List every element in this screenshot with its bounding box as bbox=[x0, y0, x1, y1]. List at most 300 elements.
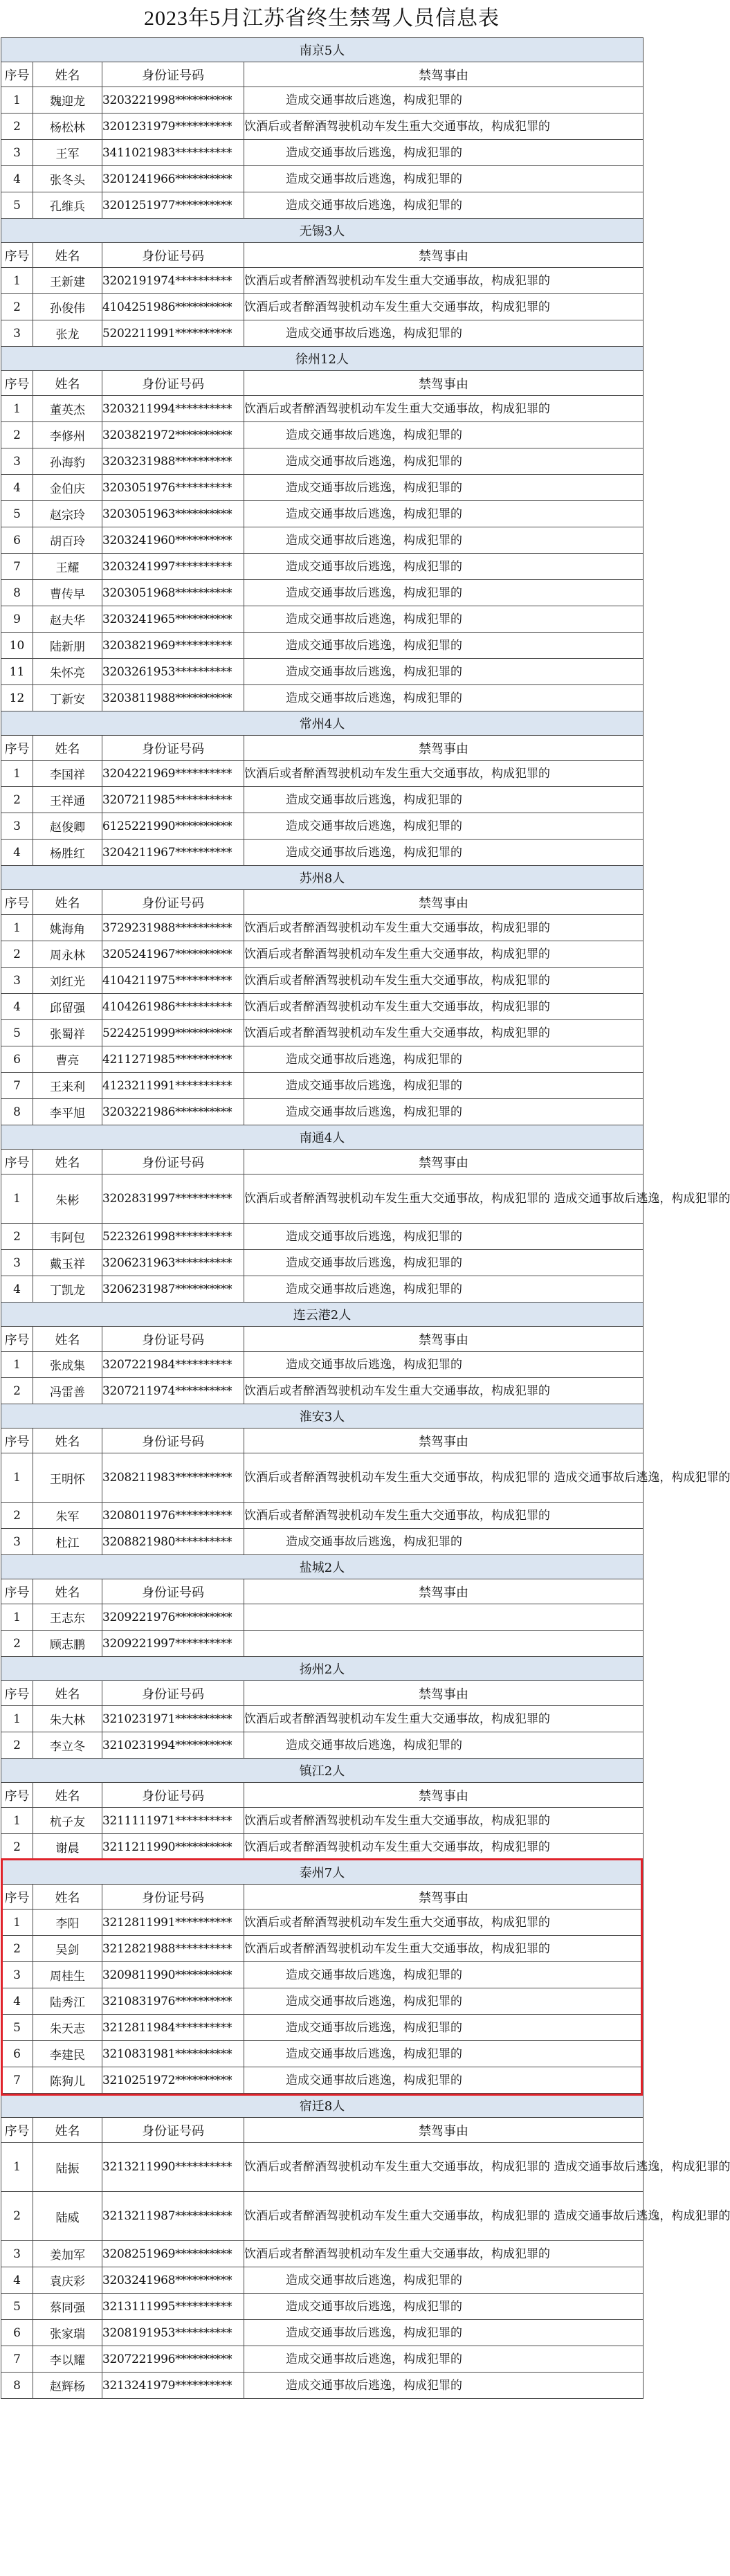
table-row bbox=[1, 1352, 644, 1378]
column-header-row bbox=[1, 1783, 644, 1808]
column-header-reason: 禁驾事由 bbox=[244, 1681, 644, 1706]
table-row bbox=[1, 1174, 644, 1224]
row-id-number: 3201251977********** bbox=[102, 192, 244, 219]
row-id-number: 4104261986********** bbox=[102, 994, 244, 1020]
city-section-title: 连云港2人 bbox=[1, 1303, 644, 1327]
row-name: 王祥通 bbox=[33, 787, 102, 813]
city-section-title: 宿迁8人 bbox=[1, 2094, 644, 2118]
row-name: 赵夫华 bbox=[33, 606, 102, 633]
row-name: 王耀 bbox=[33, 554, 102, 580]
table-row bbox=[1, 422, 644, 448]
column-header-id: 身份证号码 bbox=[102, 736, 244, 761]
column-header-id: 身份证号码 bbox=[102, 243, 244, 268]
table-row bbox=[1, 580, 644, 606]
table-row bbox=[1, 2192, 644, 2241]
city-section-header bbox=[1, 1860, 644, 1885]
row-seq: 4 bbox=[1, 2267, 33, 2294]
row-name: 周永林 bbox=[33, 941, 102, 968]
row-reason: 饮酒后或者醉酒驾驶机动车发生重大交通事故，构成犯罪的 bbox=[244, 1503, 644, 1529]
row-seq: 1 bbox=[1, 1352, 33, 1378]
table-row bbox=[1, 501, 644, 527]
row-reason: 饮酒后或者醉酒驾驶机动车发生重大交通事故，构成犯罪的 bbox=[244, 941, 644, 968]
row-name: 周桂生 bbox=[33, 1962, 102, 1988]
row-seq: 5 bbox=[1, 2294, 33, 2320]
row-name: 姚海角 bbox=[33, 915, 102, 941]
row-id-number: 3208211983********** bbox=[102, 1453, 244, 1503]
row-name: 张冬头 bbox=[33, 166, 102, 192]
column-header-row bbox=[1, 2118, 644, 2143]
row-seq: 9 bbox=[1, 606, 33, 633]
column-header-row bbox=[1, 1579, 644, 1604]
column-header-reason: 禁驾事由 bbox=[244, 1327, 644, 1352]
row-reason: 造成交通事故后逃逸，构成犯罪的 bbox=[244, 140, 644, 166]
row-seq: 4 bbox=[1, 994, 33, 1020]
row-reason: 造成交通事故后逃逸，构成犯罪的 bbox=[244, 840, 644, 866]
row-seq: 1 bbox=[1, 87, 33, 114]
row-id-number: 3213211990********** bbox=[102, 2143, 244, 2192]
row-seq: 2 bbox=[1, 1631, 33, 1657]
row-reason: 饮酒后或者醉酒驾驶机动车发生重大交通事故，构成犯罪的 造成交通事故后逃逸，构成犯罪的 bbox=[244, 1174, 644, 1224]
column-header-row bbox=[1, 1681, 644, 1706]
row-reason: 造成交通事故后逃逸，构成犯罪的 bbox=[244, 2373, 644, 2399]
table-row bbox=[1, 1503, 644, 1529]
row-id-number: 3203211994********** bbox=[102, 396, 244, 422]
column-header-row bbox=[1, 1150, 644, 1174]
row-seq: 2 bbox=[1, 1936, 33, 1962]
row-seq: 2 bbox=[1, 1834, 33, 1860]
row-name: 陆秀江 bbox=[33, 1988, 102, 2015]
row-reason: 饮酒后或者醉酒驾驶机动车发生重大交通事故，构成犯罪的 bbox=[244, 761, 644, 787]
table-row bbox=[1, 527, 644, 554]
column-header-reason: 禁驾事由 bbox=[244, 890, 644, 915]
row-name: 朱天志 bbox=[33, 2015, 102, 2041]
row-id-number: 3203241968********** bbox=[102, 2267, 244, 2294]
table-row bbox=[1, 1099, 644, 1125]
column-header-row bbox=[1, 62, 644, 87]
row-seq: 2 bbox=[1, 114, 33, 140]
row-id-number: 3209221997********** bbox=[102, 1631, 244, 1657]
city-section-title: 苏州8人 bbox=[1, 866, 644, 890]
row-id-number: 3203821969********** bbox=[102, 633, 244, 659]
row-seq: 5 bbox=[1, 501, 33, 527]
table-row bbox=[1, 2346, 644, 2373]
column-header-id: 身份证号码 bbox=[102, 2118, 244, 2143]
row-reason: 饮酒后或者醉酒驾驶机动车发生重大交通事故，构成犯罪的 bbox=[244, 268, 644, 294]
column-header-seq: 序号 bbox=[1, 371, 33, 396]
row-seq: 3 bbox=[1, 1529, 33, 1555]
row-reason: 造成交通事故后逃逸，构成犯罪的 bbox=[244, 633, 644, 659]
row-seq: 1 bbox=[1, 1910, 33, 1936]
table-row bbox=[1, 840, 644, 866]
row-id-number: 3203051963********** bbox=[102, 501, 244, 527]
row-name: 赵辉杨 bbox=[33, 2373, 102, 2399]
row-reason: 造成交通事故后逃逸，构成犯罪的 bbox=[244, 1224, 644, 1250]
row-seq: 1 bbox=[1, 761, 33, 787]
row-reason: 饮酒后或者醉酒驾驶机动车发生重大交通事故，构成犯罪的 bbox=[244, 915, 644, 941]
row-seq: 8 bbox=[1, 1099, 33, 1125]
column-header-seq: 序号 bbox=[1, 1783, 33, 1808]
table-row bbox=[1, 2294, 644, 2320]
row-seq: 2 bbox=[1, 787, 33, 813]
row-name: 吴剑 bbox=[33, 1936, 102, 1962]
row-reason: 造成交通事故后逃逸，构成犯罪的 bbox=[244, 422, 644, 448]
row-name: 张家瑞 bbox=[33, 2320, 102, 2346]
row-seq: 3 bbox=[1, 968, 33, 994]
row-reason: 造成交通事故后逃逸，构成犯罪的 bbox=[244, 787, 644, 813]
row-reason: 造成交通事故后逃逸，构成犯罪的 bbox=[244, 320, 644, 347]
row-reason: 饮酒后或者醉酒驾驶机动车发生重大交通事故，构成犯罪的 bbox=[244, 294, 644, 320]
row-seq: 10 bbox=[1, 633, 33, 659]
row-name: 朱彬 bbox=[33, 1174, 102, 1224]
row-reason: 造成交通事故后逃逸，构成犯罪的 bbox=[244, 2041, 644, 2067]
table-row bbox=[1, 1910, 644, 1936]
table-row bbox=[1, 941, 644, 968]
table-row bbox=[1, 994, 644, 1020]
column-header-row bbox=[1, 736, 644, 761]
table-row bbox=[1, 1276, 644, 1303]
row-name: 李建民 bbox=[33, 2041, 102, 2067]
row-reason: 造成交通事故后逃逸，构成犯罪的 bbox=[244, 2294, 644, 2320]
row-id-number: 3210231971********** bbox=[102, 1706, 244, 1732]
row-seq: 8 bbox=[1, 580, 33, 606]
table-row bbox=[1, 268, 644, 294]
column-header-id: 身份证号码 bbox=[102, 371, 244, 396]
row-seq: 4 bbox=[1, 166, 33, 192]
row-id-number: 3203261953********** bbox=[102, 659, 244, 685]
column-header-seq: 序号 bbox=[1, 890, 33, 915]
row-id-number: 3213211987********** bbox=[102, 2192, 244, 2241]
table-row bbox=[1, 2015, 644, 2041]
column-header-seq: 序号 bbox=[1, 1885, 33, 1910]
row-seq: 7 bbox=[1, 554, 33, 580]
column-header-seq: 序号 bbox=[1, 1579, 33, 1604]
row-id-number: 5202211991********** bbox=[102, 320, 244, 347]
row-seq: 6 bbox=[1, 1046, 33, 1073]
table-row bbox=[1, 1988, 644, 2015]
row-reason: 饮酒后或者醉酒驾驶机动车发生重大交通事故，构成犯罪的 bbox=[244, 1378, 644, 1404]
row-id-number: 4104251986********** bbox=[102, 294, 244, 320]
row-id-number: 5223261998********** bbox=[102, 1224, 244, 1250]
row-name: 陆威 bbox=[33, 2192, 102, 2241]
row-reason: 造成交通事故后逃逸，构成犯罪的 bbox=[244, 1276, 644, 1303]
row-id-number: 4104211975********** bbox=[102, 968, 244, 994]
table-row bbox=[1, 968, 644, 994]
row-reason: 造成交通事故后逃逸，构成犯罪的 bbox=[244, 1046, 644, 1073]
city-section-title: 泰州7人 bbox=[1, 1860, 644, 1885]
column-header-seq: 序号 bbox=[1, 1150, 33, 1174]
row-name: 金伯庆 bbox=[33, 475, 102, 501]
row-reason: 饮酒后或者醉酒驾驶机动车发生重大交通事故，构成犯罪的 造成交通事故后逃逸，构成犯罪的 bbox=[244, 2143, 644, 2192]
row-name: 杭子友 bbox=[33, 1808, 102, 1834]
table-row bbox=[1, 1936, 644, 1962]
row-seq: 3 bbox=[1, 320, 33, 347]
row-id-number: 3207211974********** bbox=[102, 1378, 244, 1404]
column-header-name: 姓名 bbox=[33, 371, 102, 396]
column-header-seq: 序号 bbox=[1, 1428, 33, 1453]
table-row bbox=[1, 1224, 644, 1250]
row-name: 李立冬 bbox=[33, 1732, 102, 1759]
column-header-reason: 禁驾事由 bbox=[244, 1783, 644, 1808]
city-section-header bbox=[1, 866, 644, 890]
row-seq: 1 bbox=[1, 1706, 33, 1732]
row-id-number: 3209221976********** bbox=[102, 1604, 244, 1631]
row-name: 杜江 bbox=[33, 1529, 102, 1555]
row-id-number: 3208011976********** bbox=[102, 1503, 244, 1529]
row-seq: 1 bbox=[1, 396, 33, 422]
column-header-row bbox=[1, 1428, 644, 1453]
table-row bbox=[1, 606, 644, 633]
row-reason: 饮酒后或者醉酒驾驶机动车发生重大交通事故，构成犯罪的 bbox=[244, 1834, 644, 1860]
row-reason: 造成交通事故后逃逸，构成犯罪的 bbox=[244, 448, 644, 475]
row-seq: 5 bbox=[1, 192, 33, 219]
row-seq: 5 bbox=[1, 1020, 33, 1046]
row-id-number: 3201241966********** bbox=[102, 166, 244, 192]
table-row bbox=[1, 554, 644, 580]
city-section-header bbox=[1, 1303, 644, 1327]
row-seq: 5 bbox=[1, 2015, 33, 2041]
column-header-reason: 禁驾事由 bbox=[244, 2118, 644, 2143]
row-reason: 饮酒后或者醉酒驾驶机动车发生重大交通事故，构成犯罪的 bbox=[244, 1910, 644, 1936]
table-row bbox=[1, 659, 644, 685]
table-row bbox=[1, 2373, 644, 2399]
row-seq: 2 bbox=[1, 422, 33, 448]
column-header-name: 姓名 bbox=[33, 890, 102, 915]
row-seq: 1 bbox=[1, 1604, 33, 1631]
row-name: 姜加军 bbox=[33, 2241, 102, 2267]
city-section-title: 常州4人 bbox=[1, 711, 644, 736]
column-header-id: 身份证号码 bbox=[102, 1150, 244, 1174]
roster-body bbox=[1, 38, 730, 2399]
row-id-number: 3211211990********** bbox=[102, 1834, 244, 1860]
city-section-title: 淮安3人 bbox=[1, 1404, 644, 1428]
row-reason: 造成交通事故后逃逸，构成犯罪的 bbox=[244, 2015, 644, 2041]
row-name: 李以耀 bbox=[33, 2346, 102, 2373]
column-header-name: 姓名 bbox=[33, 1579, 102, 1604]
row-seq: 3 bbox=[1, 1250, 33, 1276]
row-name: 邱留强 bbox=[33, 994, 102, 1020]
city-section-title: 南通4人 bbox=[1, 1125, 644, 1150]
row-reason: 造成交通事故后逃逸，构成犯罪的 bbox=[244, 1250, 644, 1276]
row-id-number: 3207221984********** bbox=[102, 1352, 244, 1378]
row-id-number: 3207211985********** bbox=[102, 787, 244, 813]
column-header-row bbox=[1, 371, 644, 396]
row-name: 曹传早 bbox=[33, 580, 102, 606]
row-name: 魏迎龙 bbox=[33, 87, 102, 114]
row-name: 刘红光 bbox=[33, 968, 102, 994]
column-header-row bbox=[1, 890, 644, 915]
column-header-name: 姓名 bbox=[33, 1150, 102, 1174]
city-section-header bbox=[1, 219, 644, 243]
row-name: 胡百玲 bbox=[33, 527, 102, 554]
row-name: 陈狗儿 bbox=[33, 2067, 102, 2094]
row-seq: 2 bbox=[1, 941, 33, 968]
row-id-number: 3203821972********** bbox=[102, 422, 244, 448]
table-row bbox=[1, 2241, 644, 2267]
city-section-title: 南京5人 bbox=[1, 38, 644, 62]
row-id-number: 3213111995********** bbox=[102, 2294, 244, 2320]
column-header-reason: 禁驾事由 bbox=[244, 736, 644, 761]
row-reason bbox=[244, 1604, 644, 1631]
row-id-number: 3202191974********** bbox=[102, 268, 244, 294]
row-id-number: 3203051968********** bbox=[102, 580, 244, 606]
row-name: 顾志鹏 bbox=[33, 1631, 102, 1657]
row-reason: 造成交通事故后逃逸，构成犯罪的 bbox=[244, 2067, 644, 2094]
row-name: 谢晨 bbox=[33, 1834, 102, 1860]
city-section-header bbox=[1, 1759, 644, 1783]
row-seq: 4 bbox=[1, 1988, 33, 2015]
row-name: 王明怀 bbox=[33, 1453, 102, 1503]
row-seq: 7 bbox=[1, 1073, 33, 1099]
table-row bbox=[1, 915, 644, 941]
row-id-number: 4211271985********** bbox=[102, 1046, 244, 1073]
row-name: 李平旭 bbox=[33, 1099, 102, 1125]
row-reason: 造成交通事故后逃逸，构成犯罪的 bbox=[244, 1352, 644, 1378]
table-row bbox=[1, 1604, 644, 1631]
row-name: 张蜀祥 bbox=[33, 1020, 102, 1046]
row-name: 曹亮 bbox=[33, 1046, 102, 1073]
column-header-name: 姓名 bbox=[33, 62, 102, 87]
table-row bbox=[1, 633, 644, 659]
row-name: 赵俊卿 bbox=[33, 813, 102, 840]
table-row bbox=[1, 114, 644, 140]
column-header-seq: 序号 bbox=[1, 1327, 33, 1352]
city-section-header bbox=[1, 2094, 644, 2118]
city-section-header bbox=[1, 38, 644, 62]
row-id-number: 3206231963********** bbox=[102, 1250, 244, 1276]
row-reason: 造成交通事故后逃逸，构成犯罪的 bbox=[244, 192, 644, 219]
row-name: 王军 bbox=[33, 140, 102, 166]
row-reason: 饮酒后或者醉酒驾驶机动车发生重大交通事故，构成犯罪的 bbox=[244, 1020, 644, 1046]
row-name: 蔡同强 bbox=[33, 2294, 102, 2320]
row-name: 陆新朋 bbox=[33, 633, 102, 659]
table-row bbox=[1, 761, 644, 787]
row-reason: 造成交通事故后逃逸，构成犯罪的 bbox=[244, 1099, 644, 1125]
row-id-number: 3203051976********** bbox=[102, 475, 244, 501]
row-seq: 2 bbox=[1, 1732, 33, 1759]
table-row bbox=[1, 166, 644, 192]
table-row bbox=[1, 140, 644, 166]
column-header-row bbox=[1, 1327, 644, 1352]
row-id-number: 5224251999********** bbox=[102, 1020, 244, 1046]
row-id-number: 3203811988********** bbox=[102, 685, 244, 711]
table-row bbox=[1, 1046, 644, 1073]
row-seq: 11 bbox=[1, 659, 33, 685]
row-id-number: 3208251969********** bbox=[102, 2241, 244, 2267]
column-header-reason: 禁驾事由 bbox=[244, 1885, 644, 1910]
row-reason: 饮酒后或者醉酒驾驶机动车发生重大交通事故，构成犯罪的 bbox=[244, 1706, 644, 1732]
row-reason: 饮酒后或者醉酒驾驶机动车发生重大交通事故，构成犯罪的 bbox=[244, 994, 644, 1020]
row-id-number: 3210831976********** bbox=[102, 1988, 244, 2015]
column-header-name: 姓名 bbox=[33, 1783, 102, 1808]
row-reason: 造成交通事故后逃逸，构成犯罪的 bbox=[244, 475, 644, 501]
table-row bbox=[1, 1453, 644, 1503]
row-name: 朱大林 bbox=[33, 1706, 102, 1732]
table-row bbox=[1, 2067, 644, 2094]
row-seq: 12 bbox=[1, 685, 33, 711]
row-seq: 1 bbox=[1, 1453, 33, 1503]
table-row bbox=[1, 475, 644, 501]
row-seq: 3 bbox=[1, 813, 33, 840]
row-name: 韦阿包 bbox=[33, 1224, 102, 1250]
row-name: 孙俊伟 bbox=[33, 294, 102, 320]
row-name: 戴玉祥 bbox=[33, 1250, 102, 1276]
roster-table bbox=[1, 37, 730, 2399]
row-seq: 4 bbox=[1, 475, 33, 501]
row-reason: 造成交通事故后逃逸，构成犯罪的 bbox=[244, 1988, 644, 2015]
row-id-number: 3213241979********** bbox=[102, 2373, 244, 2399]
row-seq: 6 bbox=[1, 2041, 33, 2067]
row-id-number: 3210831981********** bbox=[102, 2041, 244, 2067]
city-section-title: 镇江2人 bbox=[1, 1759, 644, 1783]
row-seq: 4 bbox=[1, 840, 33, 866]
row-id-number: 3210251972********** bbox=[102, 2067, 244, 2094]
column-header-reason: 禁驾事由 bbox=[244, 62, 644, 87]
row-seq: 2 bbox=[1, 1503, 33, 1529]
column-header-reason: 禁驾事由 bbox=[244, 1150, 644, 1174]
row-id-number: 3204221969********** bbox=[102, 761, 244, 787]
row-reason: 造成交通事故后逃逸，构成犯罪的 bbox=[244, 2320, 644, 2346]
row-reason: 造成交通事故后逃逸，构成犯罪的 bbox=[244, 87, 644, 114]
row-reason bbox=[244, 1631, 644, 1657]
city-section-header bbox=[1, 711, 644, 736]
row-name: 丁凯龙 bbox=[33, 1276, 102, 1303]
table-row bbox=[1, 1529, 644, 1555]
row-seq: 6 bbox=[1, 527, 33, 554]
row-reason: 造成交通事故后逃逸，构成犯罪的 bbox=[244, 659, 644, 685]
row-id-number: 4123211991********** bbox=[102, 1073, 244, 1099]
city-section-header bbox=[1, 1404, 644, 1428]
row-reason: 造成交通事故后逃逸，构成犯罪的 bbox=[244, 2267, 644, 2294]
row-reason: 饮酒后或者醉酒驾驶机动车发生重大交通事故，构成犯罪的 bbox=[244, 1936, 644, 1962]
city-section-header bbox=[1, 1657, 644, 1681]
row-id-number: 3202831997********** bbox=[102, 1174, 244, 1224]
city-section-header bbox=[1, 347, 644, 371]
column-header-id: 身份证号码 bbox=[102, 1327, 244, 1352]
row-name: 王来利 bbox=[33, 1073, 102, 1099]
row-reason: 饮酒后或者醉酒驾驶机动车发生重大交通事故，构成犯罪的 bbox=[244, 114, 644, 140]
row-name: 袁庆彩 bbox=[33, 2267, 102, 2294]
row-reason: 造成交通事故后逃逸，构成犯罪的 bbox=[244, 1732, 644, 1759]
row-name: 孙海豹 bbox=[33, 448, 102, 475]
row-seq: 2 bbox=[1, 2192, 33, 2241]
row-reason: 饮酒后或者醉酒驾驶机动车发生重大交通事故，构成犯罪的 bbox=[244, 2241, 644, 2267]
row-seq: 2 bbox=[1, 1378, 33, 1404]
table-row bbox=[1, 813, 644, 840]
row-seq: 2 bbox=[1, 294, 33, 320]
row-reason: 造成交通事故后逃逸，构成犯罪的 bbox=[244, 1073, 644, 1099]
row-reason: 造成交通事故后逃逸，构成犯罪的 bbox=[244, 527, 644, 554]
row-seq: 2 bbox=[1, 1224, 33, 1250]
column-header-id: 身份证号码 bbox=[102, 62, 244, 87]
row-name: 王志东 bbox=[33, 1604, 102, 1631]
table-row bbox=[1, 1706, 644, 1732]
column-header-id: 身份证号码 bbox=[102, 890, 244, 915]
column-header-seq: 序号 bbox=[1, 736, 33, 761]
row-id-number: 3203221998********** bbox=[102, 87, 244, 114]
column-header-id: 身份证号码 bbox=[102, 1579, 244, 1604]
row-id-number: 3729231988********** bbox=[102, 915, 244, 941]
row-name: 丁新安 bbox=[33, 685, 102, 711]
row-name: 朱军 bbox=[33, 1503, 102, 1529]
table-row bbox=[1, 2267, 644, 2294]
table-row bbox=[1, 1631, 644, 1657]
row-name: 朱怀亮 bbox=[33, 659, 102, 685]
row-name: 冯雷善 bbox=[33, 1378, 102, 1404]
table-row bbox=[1, 1962, 644, 1988]
column-header-reason: 禁驾事由 bbox=[244, 243, 644, 268]
row-reason: 饮酒后或者醉酒驾驶机动车发生重大交通事故，构成犯罪的 bbox=[244, 396, 644, 422]
table-row bbox=[1, 2320, 644, 2346]
